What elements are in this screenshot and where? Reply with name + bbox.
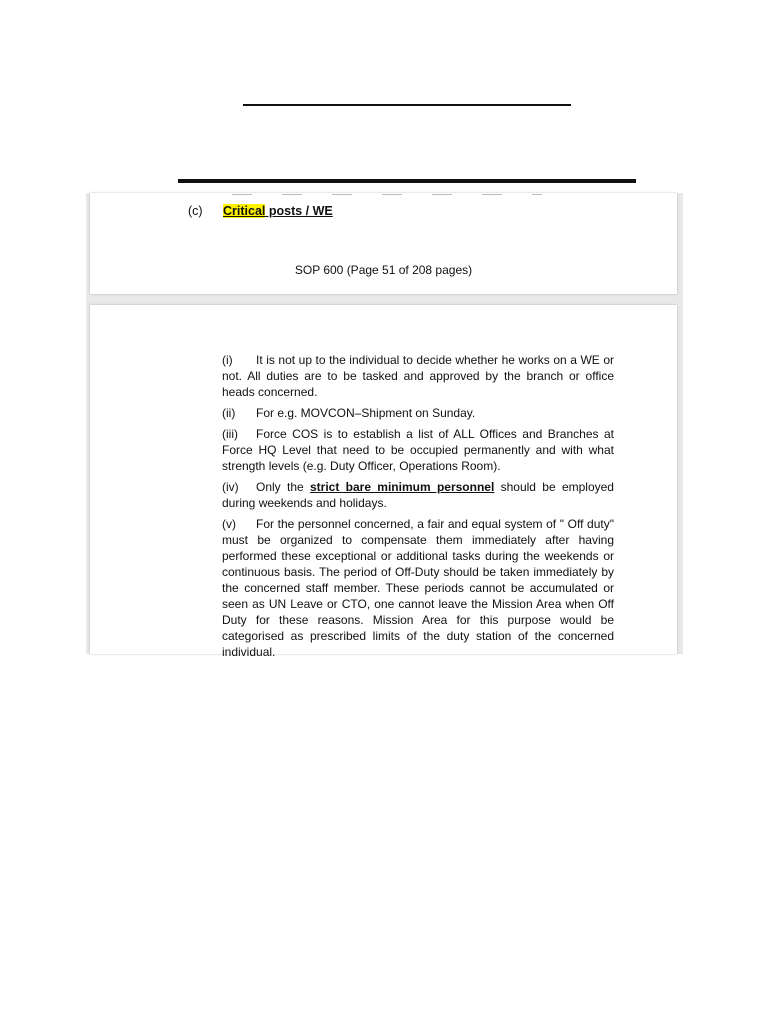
page-51-fragment — [90, 193, 677, 294]
list-item — [222, 352, 614, 400]
highlighted-word: Critical — [223, 204, 266, 218]
item-number: (iii) — [222, 427, 238, 441]
item-number: (v) — [222, 517, 236, 531]
section-number: (c) — [188, 204, 203, 218]
item-number: (iv) — [222, 480, 239, 494]
item-text: For the personnel concerned, a fair and equal system of " Off duty" must be organized to compensate them immediately after having performed these exceptional or additional tasks during the weekends or continuous basis. The period of Off-Duty should be taken immediately by the concerned staff member. These periods cannot be accumulated or seen as UN Leave or CTO, one cannot leave the Mission Area when Off Duty for these reasons. Mission Area for this purpose would be categorised as prescribed limits of the duty station of the concerned individual. — [222, 517, 614, 659]
item-text-after: should be employed during weekends and holidays. — [222, 480, 614, 510]
item-text: Force COS is to establish a list of ALL Offices and Branches at Force HQ Level that need to be occupied permanently and with what strength levels (e.g. Duty Officer, Operations Room). — [222, 427, 614, 473]
cut-off-text-line — [232, 194, 542, 195]
list-item — [222, 479, 614, 511]
section-title-rest: posts / WE — [265, 204, 333, 218]
page-footer: SOP 600 (Page 51 of 208 pages) — [294, 263, 473, 277]
horizontal-rule-top — [243, 104, 571, 106]
list-item — [222, 426, 614, 474]
section-c-heading — [188, 203, 333, 219]
item-number: (i) — [222, 353, 233, 367]
item-number: (ii) — [222, 406, 236, 420]
list-item — [222, 516, 614, 660]
item-text-emphasis: strict bare minimum personnel — [309, 480, 495, 494]
horizontal-rule-bottom — [178, 179, 636, 183]
list-item — [222, 405, 614, 421]
item-text: For e.g. MOVCON–Shipment on Sunday. — [256, 406, 476, 420]
item-text-before: Only the — [256, 480, 310, 494]
item-text: It is not up to the individual to decide whether he works on a WE or not. All duties are to be tasked and approved by the branch or office heads concerned. — [222, 353, 614, 399]
numbered-list — [222, 352, 614, 665]
